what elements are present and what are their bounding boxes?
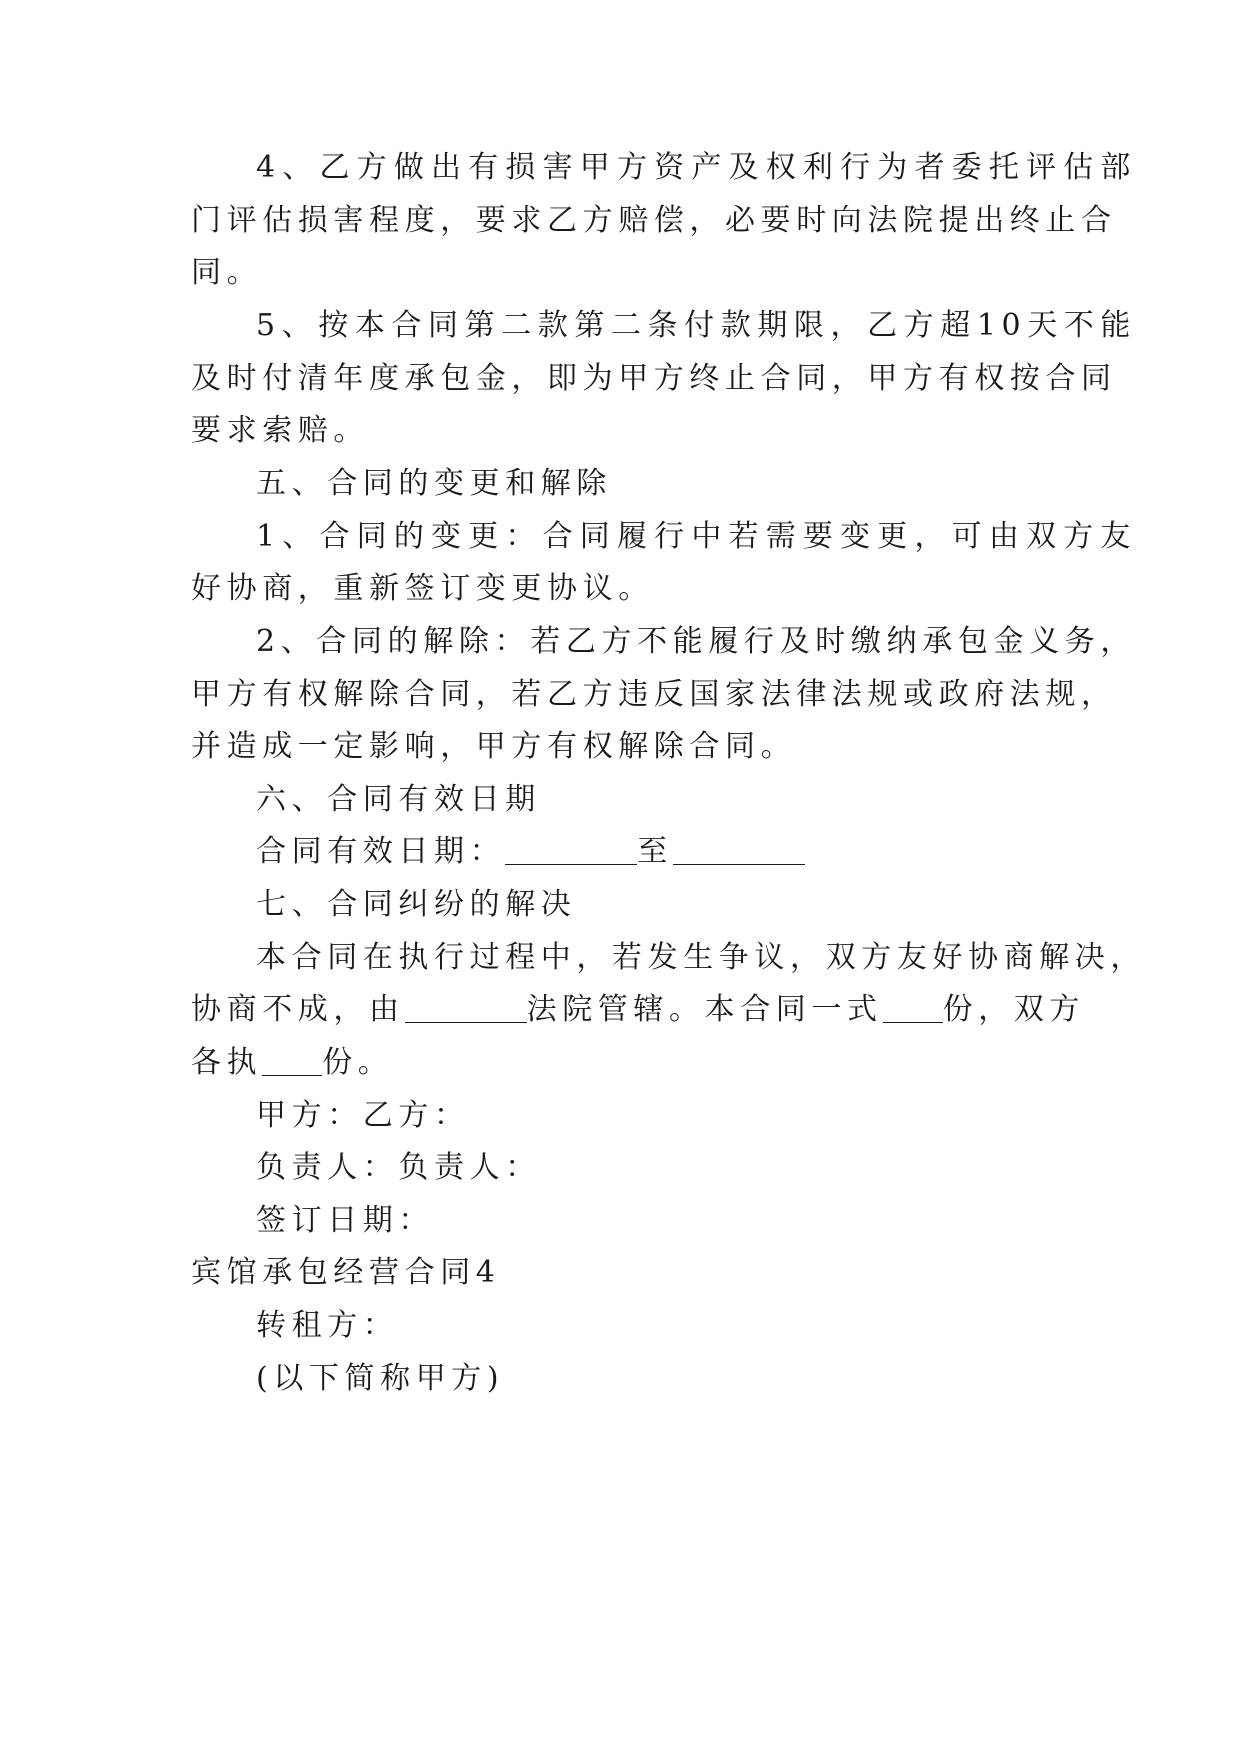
court-blank [405, 994, 527, 1023]
dispute-line-2-b: 法院管辖。本合同一式 [526, 992, 883, 1027]
section-7-heading: 七、合同纠纷的解决 [256, 887, 577, 922]
section-5-heading: 五、合同的变更和解除 [256, 466, 612, 501]
section-6-heading: 六、合同有效日期 [256, 782, 541, 817]
dispute-line-2 [191, 990, 1086, 1030]
next-contract-title: 宾馆承包经营合同4 [191, 1255, 501, 1290]
start-date-blank [505, 836, 637, 865]
parties-line: 甲方：乙方： [256, 1098, 470, 1133]
sublessor-line: 转租方： [256, 1308, 399, 1343]
dispute-line-3-a: 各执 [191, 1045, 263, 1080]
dispute-line-1: 本合同在执行过程中，若发生争议，双方友好协商解决， [256, 940, 1146, 975]
paragraph-5-line-2: 及时付清年度承包金，即为甲方终止合同，甲方有权按合同 [191, 361, 1117, 396]
paragraph-4-line-2: 门评估损害程度，要求乙方赔偿，必要时向法院提出终止合 [191, 203, 1117, 238]
dispute-line-3 [191, 1043, 1071, 1083]
clause-termination-line-1: 2、合同的解除：若乙方不能履行及时缴纳承包金义务， [256, 624, 1136, 659]
clause-change-line-1: 1、合同的变更：合同履行中若需要变更，可由双方友 [256, 519, 1136, 554]
clause-change-line-2: 好协商，重新签订变更协议。 [191, 571, 654, 606]
clause-termination-line-2: 甲方有权解除合同，若乙方违反国家法律法规或政府法规， [191, 677, 1117, 712]
paragraph-4-line-3: 同。 [191, 255, 263, 290]
responsible-line: 负责人：负责人： [256, 1150, 541, 1185]
effective-date-label: 合同有效日期： [256, 834, 506, 869]
paragraph-5-line-1: 5、按本合同第二款第二条付款期限，乙方超10天不能 [256, 308, 1136, 343]
sublessor-note: (以下简称甲方) [256, 1361, 505, 1396]
copies-total-blank [883, 994, 943, 1023]
end-date-blank [673, 836, 805, 865]
paragraph-5-line-3: 要求索赔。 [191, 413, 369, 448]
paragraph-4-line-1: 4、乙方做出有损害甲方资产及权利行为者委托评估部 [256, 150, 1136, 185]
effective-date-line [256, 832, 1136, 872]
clause-termination-line-3: 并造成一定影响，甲方有权解除合同。 [191, 729, 797, 764]
copies-each-blank [262, 1047, 322, 1076]
dispute-line-3-b: 份。 [322, 1045, 394, 1080]
dispute-line-2-a: 协商不成，由 [191, 992, 405, 1027]
sign-date-line: 签订日期： [256, 1203, 434, 1238]
dispute-line-2-c: 份，双方 [942, 992, 1086, 1027]
effective-date-to: 至 [637, 834, 673, 869]
